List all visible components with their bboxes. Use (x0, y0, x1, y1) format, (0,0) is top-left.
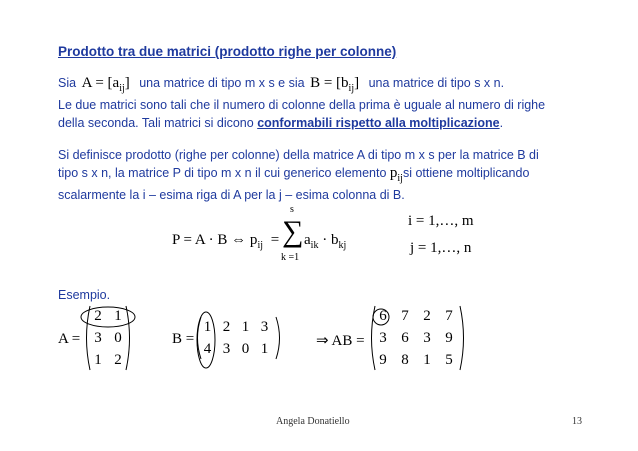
matrix-ab-element-highlight (372, 308, 390, 326)
matrix-a-label: A = (58, 331, 81, 347)
ab-cell: 7 (401, 308, 409, 324)
ab-cell: 3 (423, 330, 431, 346)
ab-cell: 6 (401, 330, 409, 346)
product-formula (172, 232, 279, 251)
range-j: j = 1,…, n (410, 240, 472, 256)
sia-text: Sia (58, 76, 77, 90)
para2-line3: scalarmente la i – esima riga di A per la j – esima colonna di B. (58, 188, 405, 202)
matrix-b-right-paren (274, 315, 284, 361)
para1-line1: Le due matrici sono tali che il numero di colonne della prima è uguale al numero di righe (58, 98, 546, 112)
a-cell: 0 (114, 330, 122, 346)
matrix-a-end: ] (124, 75, 130, 91)
sum-upper-limit: s (290, 204, 294, 215)
range-i: i = 1,…, m (408, 213, 474, 229)
p-ij-symbol (389, 165, 403, 184)
ab-cell: 3 (379, 330, 387, 346)
a-cell: 2 (94, 308, 102, 324)
example-label: Esempio. (58, 288, 111, 302)
term-a: a (304, 232, 311, 248)
para1-line2 (58, 114, 503, 132)
matrix-b-label: B = (172, 331, 195, 347)
para2-line2-text: tipo s x n, la matrice P di tipo m x n il cui generico elemento (58, 166, 387, 180)
tail-text: una matrice di tipo s x n. (368, 76, 505, 90)
definition-line (58, 74, 504, 98)
ab-cell: 5 (445, 352, 453, 368)
matrix-b-end: ] (354, 75, 360, 91)
a-cell: 3 (94, 330, 102, 346)
a-cell: 1 (94, 352, 102, 368)
matrix-a-definition (81, 75, 130, 94)
b-cell: 0 (241, 341, 250, 357)
formula-term (304, 232, 346, 251)
ab-cell: 9 (445, 330, 453, 346)
b-cell: 2 (222, 319, 231, 335)
b-cell: 1 (241, 319, 250, 335)
matrix-b-definition (310, 75, 360, 94)
footer-page-number: 13 (572, 416, 582, 427)
p-symbol: p (389, 165, 398, 181)
para1-line2-end: . (499, 116, 504, 130)
footer-author: Angela Donatiello (276, 416, 350, 427)
b-cell: 1 (260, 341, 269, 357)
matrix-b-sub: ij (348, 83, 355, 94)
ab-cell: 2 (423, 308, 431, 324)
b-cell: 4 (203, 341, 212, 357)
mid-text: una matrice di tipo m x s e sia (139, 76, 305, 90)
term-b-sub: kj (338, 240, 347, 251)
matrix-a-sub: ij (119, 83, 125, 94)
b-cell: 3 (260, 319, 269, 335)
matrix-a-eq: A = [a (81, 75, 120, 91)
para1-line2-text: della seconda. Tali matrici si dicono (58, 116, 258, 130)
matrix-b-eq: B = [b (310, 75, 349, 91)
term-b: b (330, 232, 339, 248)
sigma-symbol: ∑ (282, 215, 304, 248)
a-cell: 2 (114, 352, 122, 368)
b-cell: 1 (203, 319, 212, 335)
para2-line1: Si definisce prodotto (righe per colonne) della matrice A di tipo m x s per la matrice B di (58, 148, 539, 162)
ab-cell: 7 (445, 308, 453, 324)
para2-line2-tail: si ottiene moltiplicando (402, 166, 530, 180)
ab-cell: 8 (401, 352, 409, 368)
p-sub: ij (397, 173, 403, 184)
formula-lhs-sub: ij (257, 240, 263, 251)
ab-cell: 1 (423, 352, 431, 368)
ab-cell: 9 (379, 352, 387, 368)
page-title: Prodotto tra due matrici (prodotto righe per colonne) (58, 44, 397, 59)
a-cell: 1 (114, 308, 122, 324)
b-cell: 3 (222, 341, 231, 357)
term-dot: · (322, 232, 328, 248)
formula-lhs: P = A · B ⇔ p (172, 232, 258, 248)
para2-line2 (58, 164, 529, 188)
matrix-a-row-highlight (80, 306, 136, 328)
conformabili-term: conformabili rispetto alla moltiplicazione (257, 116, 500, 130)
matrix-b-column-highlight (195, 310, 217, 370)
ab-cell: 6 (379, 308, 387, 324)
sum-lower-limit: k =1 (281, 252, 300, 263)
formula-eq: = (270, 232, 280, 248)
term-a-sub: ik (310, 240, 319, 251)
matrix-ab-label: ⇒ AB = (316, 333, 365, 349)
